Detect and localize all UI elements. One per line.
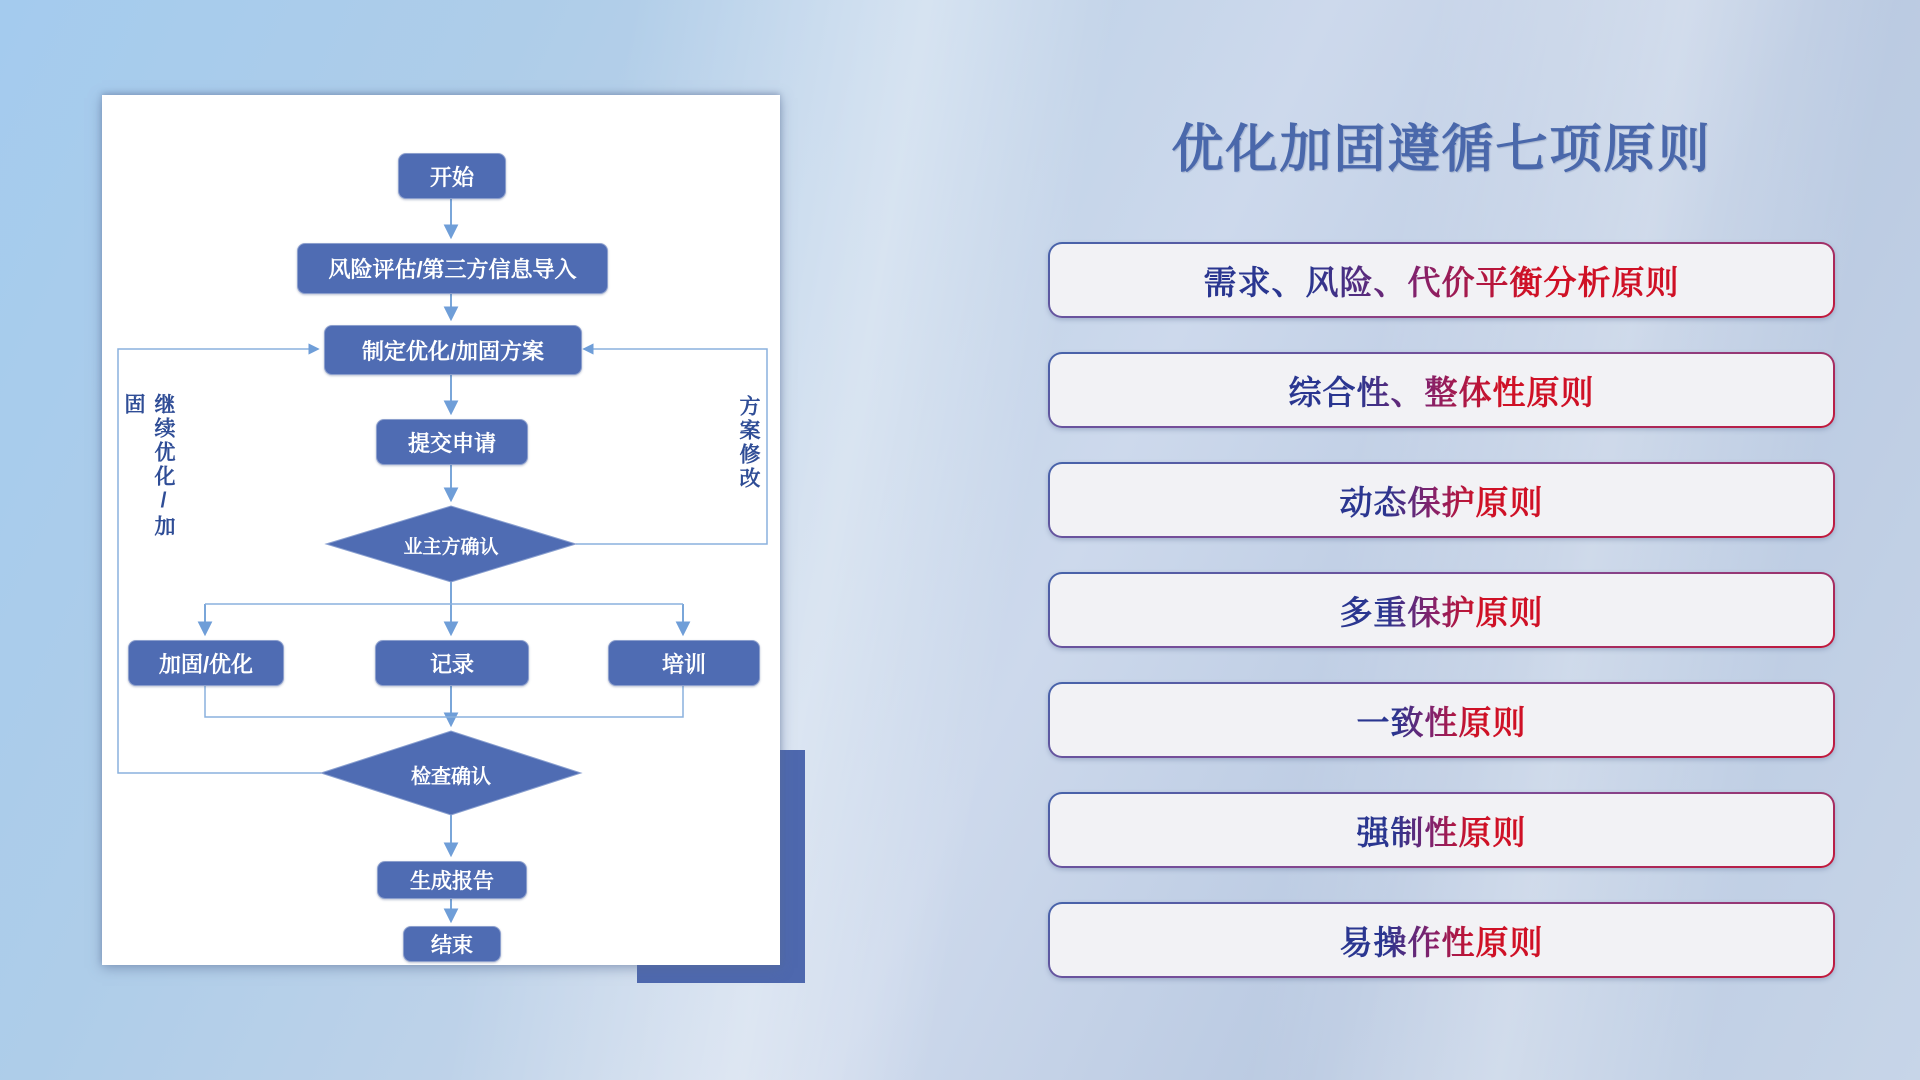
principle-item-7-surface [1050, 904, 1833, 976]
flow-node-reinforce-optimize: 加固/优化 [128, 640, 284, 686]
page-title: 优化加固遵循七项原则 [1171, 121, 1712, 179]
principle-item-6-surface [1050, 794, 1833, 866]
principle-item-5-label: 一致性原则 [1357, 697, 1527, 744]
flowchart-card [102, 95, 780, 965]
flow-node-make-plan: 制定优化/加固方案 [324, 325, 582, 375]
principle-item-2-label: 综合性、整体性原则 [1289, 367, 1595, 414]
principle-item-3-label: 动态保护原则 [1340, 477, 1544, 524]
principle-item-5-surface [1050, 684, 1833, 756]
flow-node-record: 记录 [375, 640, 529, 686]
flowchart-connectors [102, 95, 780, 965]
flow-node-submit-application: 提交申请 [376, 419, 528, 465]
principle-item-3 [1048, 462, 1835, 538]
principle-item-2-surface [1050, 354, 1833, 426]
flow-label-continue-optimize: 继续优化/加固 [122, 393, 175, 539]
flow-label-plan-revision: 方案修改 [737, 395, 760, 491]
flow-decision-check-confirm-label: 检查确认 [411, 766, 491, 788]
principle-item-7 [1048, 902, 1835, 978]
flow-node-generate-report: 生成报告 [377, 861, 527, 899]
principle-item-4-surface [1050, 574, 1833, 646]
principle-item-6-label: 强制性原则 [1357, 807, 1527, 854]
flow-node-risk-assessment: 风险评估/第三方信息导入 [297, 243, 608, 294]
principle-item-3-surface [1050, 464, 1833, 536]
flow-node-start: 开始 [398, 153, 506, 199]
principle-item-5 [1048, 682, 1835, 758]
flow-decision-owner-confirm-label: 业主方确认 [403, 537, 499, 558]
principle-item-7-label: 易操作性原则 [1340, 917, 1544, 964]
principle-item-1-label: 需求、风险、代价平衡分析原则 [1204, 257, 1680, 304]
flow-node-end: 结束 [403, 926, 501, 962]
flow-node-training: 培训 [608, 640, 760, 686]
principle-item-6 [1048, 792, 1835, 868]
principle-item-4 [1048, 572, 1835, 648]
principle-item-2 [1048, 352, 1835, 428]
principle-item-1-surface [1050, 244, 1833, 316]
principle-item-1 [1048, 242, 1835, 318]
principle-item-4-label: 多重保护原则 [1340, 587, 1544, 634]
